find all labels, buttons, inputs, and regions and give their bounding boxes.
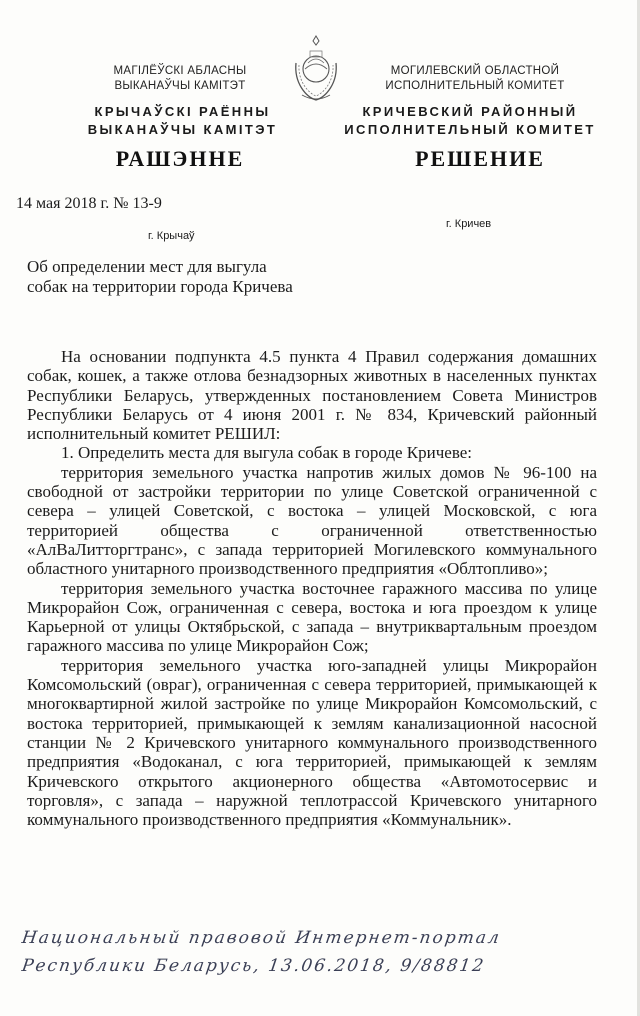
document-body: [27, 347, 597, 829]
header-line: ИСПОЛНИТЕЛЬНЫЙ КОМИТЕТ: [344, 122, 596, 137]
coat-of-arms-emblem: [288, 33, 344, 103]
header-line: ИСПОЛНИТЕЛЬНЫЙ КОМИТЕТ: [385, 80, 565, 92]
date-and-number: 14 мая 2018 г. № 13-9: [16, 195, 162, 212]
handwritten-note-line: Национальный правовой Интернет-портал: [20, 928, 503, 948]
regional-committee-by: [80, 64, 280, 94]
header-line: МАГІЛЁЎСКІ АБЛАСНЫ: [113, 65, 247, 77]
header-line: КРЫЧАЎСКІ РАЁННЫ: [94, 104, 271, 119]
district-committee-by: [60, 103, 305, 139]
body-paragraph: территория земельного участка юго-западней улицы Микрорайон Комсомольский (овраг), ограниченная с севера территорией, примыкающей к многоквартирной жилой застройке по улице Микрорайон Комсомольский, с востока территорией, примыкающей к землям канализационной насосной станции № 2 Кричевского унитарного коммунального производственного предприятия «Водоканал, с юга территорией, примыкающей к землям Кричевского открытого акционерного общества «Автомотосервис и торговля», с запада – наружной теплотрассой Кричевского унитарного коммунального производственного предприятия «Коммунальник».: [27, 655, 597, 830]
doc-type-by: РАШЭННЕ: [115, 146, 245, 171]
header-line: ВЫКАНАЎЧЫ КАМІТЭТ: [87, 122, 278, 137]
body-paragraph: 1. Определить места для выгула собак в городе Кричеве:: [61, 443, 473, 463]
handwritten-note-line: Республики Беларусь, 13.06.2018, 9/88812: [20, 956, 487, 976]
doc-type-ru: РЕШЕНИЕ: [415, 146, 545, 171]
header-line: ВЫКАНАЎЧЫ КАМІТЭТ: [114, 80, 246, 92]
body-paragraph: территория земельного участка восточнее гаражного массива по улице Микрорайон Сож, ограниченная с севера, востока и юга проездом к улице Карьерной от улицы Октябрьской, с запада – внутриквартальным проездом гаражного массива по улице Микрорайон Сож;: [27, 578, 597, 656]
place-ru: г. Кричев: [446, 218, 492, 230]
subject-line: Об определении мест для выгула: [27, 257, 267, 276]
place-by: г. Крычаў: [148, 230, 195, 242]
body-paragraph: На основании подпункта 4.5 пункта 4 Правил содержания домашних собак, кошек, а также отлова безнадзорных животных в населенных пунктах Республики Беларусь, утвержденных постановлением Совета Министров Республики Беларусь от 4 июня 2001 г. № 834, Кричевский районный исполнительный комитет РЕШИЛ:: [27, 347, 597, 444]
document-subject: [27, 257, 293, 297]
header-line: МОГИЛЕВСКИЙ ОБЛАСТНОЙ: [390, 65, 560, 77]
regional-committee-ru: [370, 64, 580, 94]
header-line: КРИЧЕВСКИЙ РАЙОННЫЙ: [362, 104, 578, 119]
district-committee-ru: [340, 103, 600, 139]
body-paragraph: территория земельного участка напротив жилых домов № 96-100 на свободной от застройки территории по улице Советской ограниченной с севера – улицей Советской, с востока – улицей Московской, с юга территорией общества с ограниченной ответственностью «АлВаЛитторгтранс», с запада территорией Могилевского коммунального областного унитарного производственного предприятия «Облтопливо»;: [27, 462, 597, 579]
subject-line: собак на территории города Кричева: [27, 277, 293, 296]
